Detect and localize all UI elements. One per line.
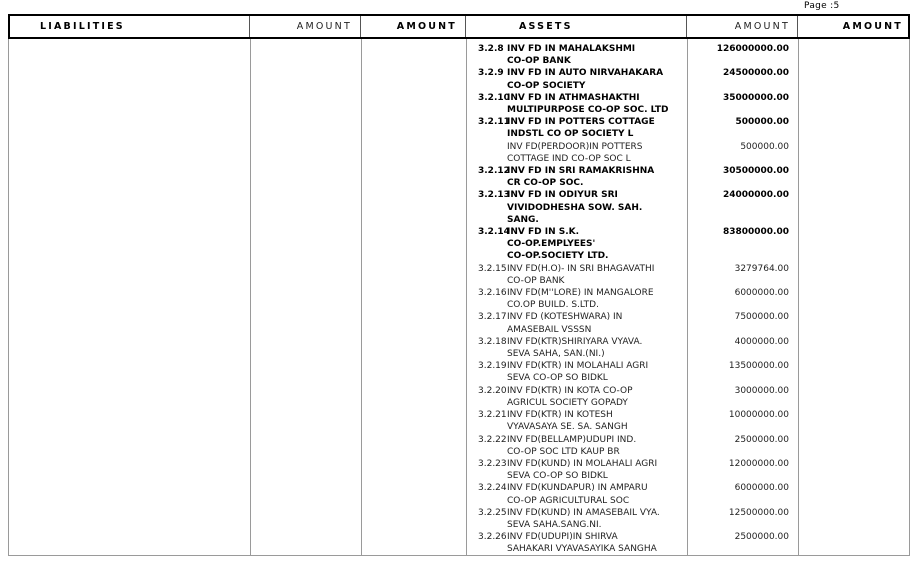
item-lines [507,226,732,263]
item-lines [507,141,732,165]
item-amount: 35000000.00 [722,92,789,103]
item-number: 3.2.19 [478,361,507,372]
item-number: 3.2.14 [478,227,510,238]
item-line: CR CO-OP SOC. [507,178,584,189]
item-line: CO-OP BANK [507,275,565,286]
item-number: 3.2.10 [478,92,510,103]
item-line: SEVA SAHA, SAN.(NI.) [507,349,605,360]
item-amount: 13500000.00 [728,361,789,372]
item-lines [507,336,732,360]
item-lines [507,434,732,458]
header-liabilities: LIABILITIES [40,21,125,32]
item-line: VIVIDODHESHA SOW. SAH. [507,202,643,213]
item-number: 3.2.18 [478,336,507,347]
item-line: SEVA CO-OP SO BIDKL [507,373,608,384]
item-amount: 6000000.00 [734,288,789,299]
item-number: 3.2.24 [478,483,507,494]
item-amount: 83800000.00 [722,227,789,238]
item-line: INV FD(BELLAMP)UDUPI IND. [507,434,637,445]
item-number: 3.2.15 [478,263,507,274]
asset-row [466,385,798,409]
item-amount: 500000.00 [735,117,789,128]
item-number: 3.2.22 [478,434,507,445]
item-line: CO.OP BUILD. S.LTD. [507,300,599,311]
item-lines [507,360,732,384]
asset-row [466,165,798,189]
item-line: INV FD IN AUTO NIRVAHAKARA [507,68,664,79]
item-amount: 24000000.00 [722,190,789,201]
item-line: INV FD(PERDOOR)IN POTTERS [507,141,643,152]
item-amount: 10000000.00 [728,410,789,421]
asset-row [466,189,798,226]
item-line: AGRICUL SOCIETY GOPADY [507,397,628,408]
item-amount: 12000000.00 [728,458,789,469]
item-lines [507,507,732,531]
page-number-label: Page :5 [804,1,840,11]
item-line: INV FD IN POTTERS COTTAGE [507,117,655,128]
item-lines [507,311,732,335]
item-line: INDSTL CO OP SOCIETY L [507,129,634,140]
item-line: INV FD(KTR) IN KOTESH [507,410,613,421]
item-amount: 4000000.00 [734,336,789,347]
asset-row [466,434,798,458]
asset-row [466,507,798,531]
asset-row [466,116,798,140]
item-line: INV FD(KTR)SHIRIYARA VYAVA. [507,336,643,347]
item-amount: 24500000.00 [722,68,789,79]
item-number: 3.2.16 [478,288,507,299]
item-lines [507,287,732,311]
item-line: INV FD(KUND) IN AMASEBAIL VYA. [507,507,660,518]
item-amount: 3000000.00 [734,385,789,396]
assets-rows [466,43,798,556]
asset-row [466,67,798,91]
item-number: 3.2.25 [478,507,507,518]
item-line: SAHAKARI VYAVASAYIKA SANGHA [507,544,657,555]
item-amount: 30500000.00 [722,166,789,177]
item-number: 3.2.20 [478,385,507,396]
item-lines [507,409,732,433]
item-amount: 12500000.00 [728,507,789,518]
column-divider [361,39,362,555]
item-line: INV FD IN MAHALAKSHMI [507,44,636,54]
header-assets-amount-outer: AMOUNT [797,16,908,37]
asset-row [466,263,798,287]
item-line: CO-OP.SOCIETY LTD. [507,251,609,262]
item-line: SANG. [507,214,539,225]
item-lines [507,165,732,189]
table-body [8,39,910,556]
header-assets: ASSETS [465,16,686,37]
asset-row [466,311,798,335]
item-lines [507,116,732,140]
item-line: INV FD(KTR) IN MOLAHALI AGRI [507,361,649,372]
asset-row [466,458,798,482]
item-amount: 7500000.00 [734,312,789,323]
item-lines [507,385,732,409]
item-number: 3.2.8 [478,44,504,54]
item-lines [507,92,732,116]
asset-row [466,531,798,555]
item-amount: 500000.00 [740,141,789,152]
item-number: 3.2.13 [478,190,510,201]
item-number: 3.2.17 [478,312,507,323]
item-line: INV FD IN SRI RAMAKRISHNA [507,166,655,177]
item-line: INV FD(KUNDAPUR) IN AMPARU [507,483,648,494]
item-line: INV FD (KOTESHWARA) IN [507,312,623,323]
asset-row [466,226,798,263]
asset-row [466,141,798,165]
asset-row [466,287,798,311]
item-line: CO-OP AGRICULTURAL SOC [507,495,630,506]
column-divider [250,39,251,555]
header-assets-amount-inner: AMOUNT [686,16,797,37]
item-line: INV FD(KUND) IN MOLAHALI AGRI [507,458,658,469]
header-liabilities-amount-inner: AMOUNT [249,16,360,37]
item-amount: 3279764.00 [734,263,789,274]
item-line: INV FD IN ODIYUR SRI [507,190,618,201]
item-lines [507,482,732,506]
item-amount: 126000000.00 [716,44,789,54]
item-number: 3.2.26 [478,532,507,543]
item-number: 3.2.11 [478,117,510,128]
asset-row [466,409,798,433]
item-line: INV FD IN ATHMASHAKTHI [507,92,640,103]
item-line: COTTAGE IND CO-OP SOC L [507,153,631,164]
item-amount: 2500000.00 [734,532,789,543]
item-line: CO-OP SOC LTD KAUP BR [507,446,620,457]
asset-row [466,43,798,67]
item-lines [507,43,732,67]
item-line: AMASEBAIL VSSSN [507,324,592,335]
item-line: CO-OP.EMPLYEES' [507,239,596,250]
asset-row [466,336,798,360]
table-header-row [8,14,910,39]
header-liabilities-amount-outer: AMOUNT [360,16,465,37]
item-line: SEVA SAHA.SANG.NI. [507,519,602,530]
item-lines [507,67,732,91]
item-line: CO-OP BANK [507,56,571,67]
column-divider [798,39,799,555]
item-number: 3.2.12 [478,166,510,177]
item-line: CO-OP SOCIETY [507,80,586,91]
item-number: 3.2.23 [478,458,507,469]
item-amount: 2500000.00 [734,434,789,445]
item-line: VYAVASAYA SE. SA. SANGH [507,422,628,433]
asset-row [466,360,798,384]
item-line: INV FD(UDUPI)IN SHIRVA [507,532,618,543]
asset-row [466,92,798,116]
item-lines [507,458,732,482]
item-line: INV FD(KTR) IN KOTA CO-OP [507,385,633,396]
item-lines [507,531,732,555]
item-number: 3.2.21 [478,410,507,421]
item-line: INV FD IN S.K. [507,227,580,238]
item-line: MULTIPURPOSE CO-OP SOC. LTD [507,105,669,116]
item-line: INV FD(H.O)- IN SRI BHAGAVATHI [507,263,655,274]
item-lines [507,263,732,287]
item-number: 3.2.9 [478,68,504,79]
item-lines [507,189,732,226]
item-amount: 6000000.00 [734,483,789,494]
asset-row [466,482,798,506]
item-line: SEVA CO-OP SO BIDKL [507,471,608,482]
item-line: INV FD(M''LORE) IN MANGALORE [507,288,654,299]
balance-sheet-table [8,14,910,556]
